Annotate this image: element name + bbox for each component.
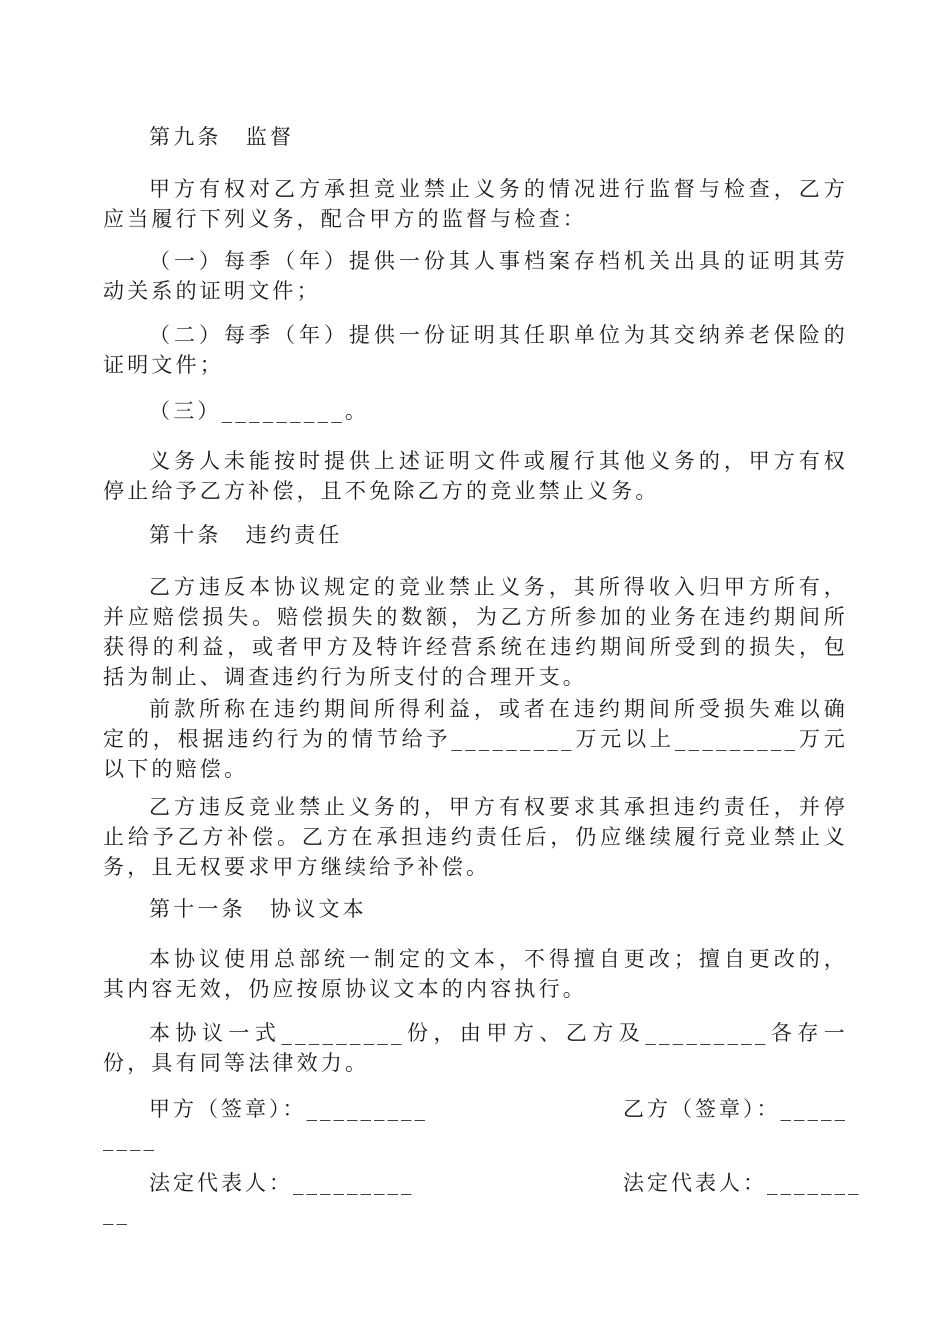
party-a-legal-representative: 法定代表人：_________	[149, 1171, 415, 1195]
article9-paragraph-2: 义务人未能按时提供上述证明文件或履行其他义务的，甲方有权停止给予乙方补偿，且不免除乙方的竞业禁止义务。	[103, 449, 848, 503]
article11-heading: 第十一条 协议文本	[149, 897, 367, 921]
party-b-signature-continued: ____	[103, 1127, 157, 1151]
party-b-legal-representative-continued: __	[103, 1201, 130, 1225]
party-b-signature: 乙方（签章）：_____	[623, 1097, 848, 1121]
article9-item-2: （二）每季（年）提供一份证明其任职单位为其交纳养老保险的证明文件；	[103, 323, 848, 377]
article10-paragraph-1: 乙方违反本协议规定的竞业禁止义务，其所得收入归甲方所有，并应赔偿损失。赔偿损失的数额，为乙方所参加的业务在违约期间所获得的利益，或者甲方及特许经营系统在违约期间所受到的损失，包括为制止、调查违约行为所支付的合理开支。	[103, 575, 848, 689]
article9-heading: 第九条 监督	[149, 125, 295, 149]
article10-paragraph-3: 乙方违反竞业禁止义务的，甲方有权要求其承担违约责任，并停止给予乙方补偿。乙方在承担违约责任后，仍应继续履行竞业禁止义务，且无权要求甲方继续给予补偿。	[103, 795, 848, 879]
article11-paragraph-1: 本协议使用总部统一制定的文本，不得擅自更改；擅自更改的，其内容无效，仍应按原协议文本的内容执行。	[103, 947, 848, 1001]
article10-paragraph-2: 前款所称在违约期间所得利益，或者在违约期间所受损失难以确定的，根据违约行为的情节给予_________万元以上_________万元以下的赔偿。	[103, 697, 848, 781]
party-b-legal-representative: 法定代表人：_______	[623, 1171, 862, 1195]
article11-paragraph-2: 本协议一式_________份，由甲方、乙方及_________各存一份，具有同等法律效力。	[103, 1021, 848, 1075]
article9-item-3: （三）_________。	[149, 399, 370, 423]
article9-paragraph-1: 甲方有权对乙方承担竞业禁止义务的情况进行监督与检查，乙方应当履行下列义务，配合甲方的监督与检查：	[103, 177, 848, 231]
party-a-signature: 甲方（签章）：_________	[149, 1097, 428, 1121]
article9-item-1: （一）每季（年）提供一份其人事档案存档机关出具的证明其劳动关系的证明文件；	[103, 249, 848, 303]
article10-heading: 第十条 违约责任	[149, 523, 343, 547]
